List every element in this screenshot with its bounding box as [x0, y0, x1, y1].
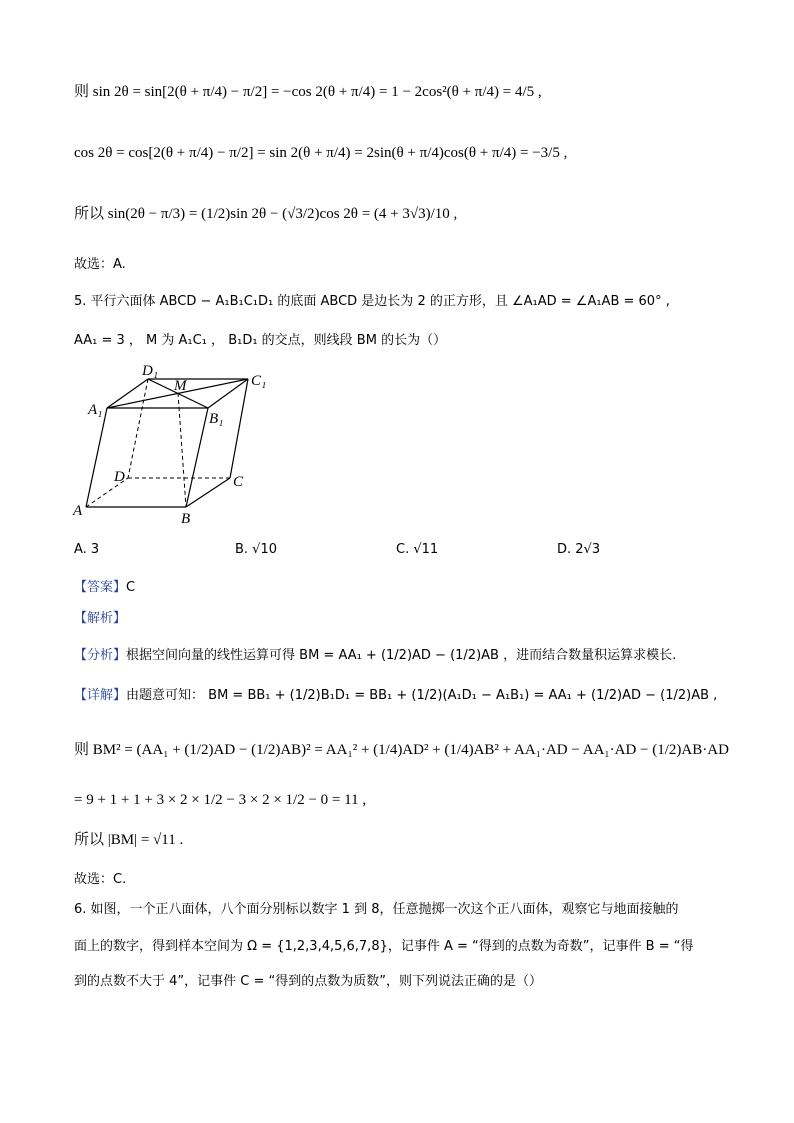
question-6-line-3: 到的点数不大于 4”，记事件 C = “得到的点数为质数”，则下列说法正确的是（） [74, 974, 542, 989]
label-M: M [174, 378, 187, 394]
option-b: B. √10 [235, 542, 278, 557]
analysis-line [74, 608, 126, 629]
label-D: D [114, 469, 125, 485]
solution-line-result: 所以 sin(2θ − π/3) = (1/2)sin 2θ − (√3/2)cos 2θ = (4 + 3√3)/10 , [74, 206, 458, 222]
parallelepiped-figure [70, 360, 290, 530]
fenxi-line [74, 645, 676, 666]
modulus-line: 所以 |BM| = √11 . [74, 832, 184, 848]
choice-line-a: 故选：A. [74, 257, 126, 272]
label-D1: D₁ [142, 363, 159, 379]
analysis-tag: 【解析】 [74, 611, 127, 626]
answer-tag: 【答案】 [74, 580, 127, 595]
option-c: C. √11 [396, 542, 439, 557]
label-C1: C₁ [251, 373, 267, 389]
bm-squared-line: 则 BM² = (AA₁ + (1/2)AD − (1/2)AB)² = AA₁² + (1/4)AD² + (1/4)AB² + AA₁·AD − AA₁·AD − (1/2)AB·AD [74, 742, 729, 758]
question-6-line-2: 面上的数字，得到样本空间为 Ω = {1,2,3,4,5,6,7,8}，记事件 A = “得到的点数为奇数”，记事件 B = “得 [74, 939, 694, 954]
xiangjie-line [74, 685, 717, 706]
answer-line [74, 577, 135, 598]
option-a: A. 3 [74, 542, 100, 557]
question-6-line-1: 6. 如图，一个正八面体，八个面分别标以数字 1 到 8，任意抛掷一次这个正八面体，观察它与地面接触的 [74, 902, 679, 917]
xiangjie-text: 由题意可知： BM = BB₁ + (1/2)B₁D₁ = BB₁ + (1/2)(A₁D₁ − A₁B₁) = AA₁ + (1/2)AD − (1/2)AB , [126, 688, 718, 703]
question-5-stem: 5. 平行六面体 ABCD − A₁B₁C₁D₁ 的底面 ABCD 是边长为 2 的正方形，且 ∠A₁AD = ∠A₁AB = 60° , [74, 294, 670, 309]
calculation-line: = 9 + 1 + 1 + 3 × 2 × 1/2 − 3 × 2 × 1/2 − 0 = 11 , [74, 792, 367, 808]
fenxi-tag: 【分析】 [74, 648, 127, 663]
option-d: D. 2√3 [557, 542, 601, 557]
question-5-stem-cont: AA₁ = 3 ， M 为 A₁C₁ ， B₁D₁ 的交点，则线段 BM 的长为（） [74, 333, 447, 348]
label-B: B [181, 511, 191, 527]
solution-line-sin2theta: 则 sin 2θ = sin[2(θ + π/4) − π/2] = −cos 2(θ + π/4) = 1 − 2cos²(θ + π/4) = 4/5 , [74, 84, 542, 100]
label-A: A [73, 503, 83, 519]
fenxi-text: 根据空间向量的线性运算可得 BM = AA₁ + (1/2)AD − (1/2)AB ，进而结合数量积运算求模长. [126, 648, 677, 663]
solution-line-cos2theta: cos 2θ = cos[2(θ + π/4) − π/2] = sin 2(θ + π/4) = 2sin(θ + π/4)cos(θ + π/4) = −3/5 , [74, 145, 568, 161]
label-A1: A₁ [88, 402, 103, 418]
choice-line-c: 故选：C. [74, 872, 127, 887]
label-B1: B₁ [209, 411, 224, 427]
xiangjie-tag: 【详解】 [74, 688, 127, 703]
label-C: C [233, 474, 244, 490]
answer-value: C [126, 580, 136, 595]
